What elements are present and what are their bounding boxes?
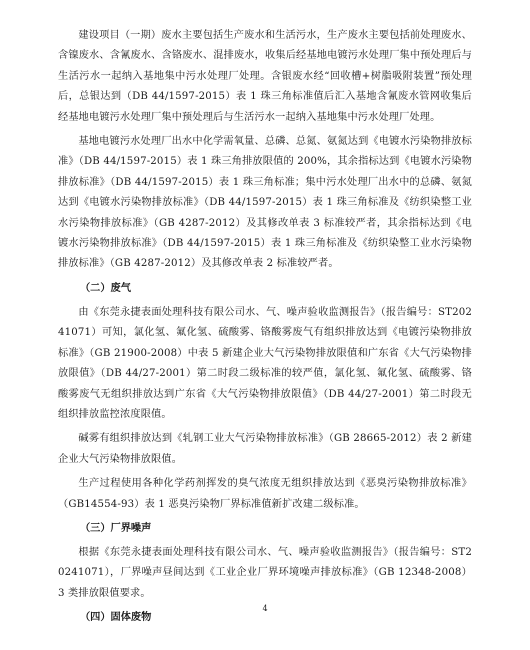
paragraph-exhaust-gas-monitoring: 由《东莞永捷表面处理科技有限公司水、气、噪声验收监测报告》（报告编号：ST20241071）可知，氯化氢、氟化氢、硫酸雾、铬酸雾废气有组织排放达到《电镀污染物排放标准》（GB 21900-2008）中表 5 新建企业大气污染物排放限值和广东省《大气污染物排放限值》（DB 44/27-2001）第二时段二级标准的较严值，氯化氢、氟化氢、硫酸雾、铬酸雾废气无组织排放达到广东省《大气污染物排放限值》（DB 44/27-2001）第二时段无组织排放监控浓度限值。 (58, 306, 472, 420)
section-heading-boundary-noise: （三）厂界噪声 (80, 522, 152, 534)
paragraph-alkali-mist: 碱雾有组织排放达到《轧钢工业大气污染物排放标准》（GB 28665-2012）表 2 新建企业大气污染物排放限值。 (58, 433, 472, 465)
section-heading-solid-waste: （四）固体废物 (80, 612, 152, 624)
paragraph-noise-monitoring: 根据《东莞永捷表面处理科技有限公司水、气、噪声验收监测报告》（报告编号：ST20241071），厂界噪声昼间达到《工业企业厂界环境噪声排放标准》（GB 12348-2008）3 类排放限值要求。 (58, 546, 472, 599)
paragraph-wastewater-components: 建设项目（一期）废水主要包括生产废水和生活污水，生产废水主要包括前处理废水、含镍废水、含氰废水、含铬废水、混排废水，收集后经基地电镀污水处理厂集中预处理后与生活污水一起纳入基地集中污水处理厂处理。含银废水经“回收槽+树脂吸附装置”预处理后，总银达到（DB 44/1597-2015）表 1 珠三角标准值后汇入基地含氰废水管网收集后经基地电镀污水处理厂集中预处理后与生活污水一起纳入基地集中污水处理厂处理。 (58, 30, 472, 123)
paragraph-wastewater-standards: 基地电镀污水处理厂出水中化学需氧量、总磷、总氮、氨氮达到《电镀水污染物排放标准》（DB 44/1597-2015）表 1 珠三角排放限值的 200%，其余指标达到《电镀水污染物排放标准》（DB 44/1597-2015）表 1 珠三角标准；集中污水处理厂出水中的总磷、氨氮达到《电镀水污染物排放标准》（DB 44/1597-2015）表 1 珠三角标准及《纺织染整工业水污染物排放标准》（GB 4287-2012）及其修改单表 3 标准较严者，其余指标达到《电镀水污染物排放标准》（DB 44/1597-2015）表 1 珠三角标准及《纺织染整工业水污染物排放标准》（GB 4287-2012）及其修改单表 2 标准较严者。 (58, 136, 472, 270)
page-number: 4 (262, 604, 268, 613)
paragraph-odor-emission: 生产过程使用各种化学药剂挥发的臭气浓度无组织排放达到《恶臭污染物排放标准》（GB14554-93）表 1 恶臭污染物厂界标准值新扩改建二级标准。 (58, 478, 472, 510)
section-heading-exhaust-gas: （二）废气 (80, 282, 131, 294)
